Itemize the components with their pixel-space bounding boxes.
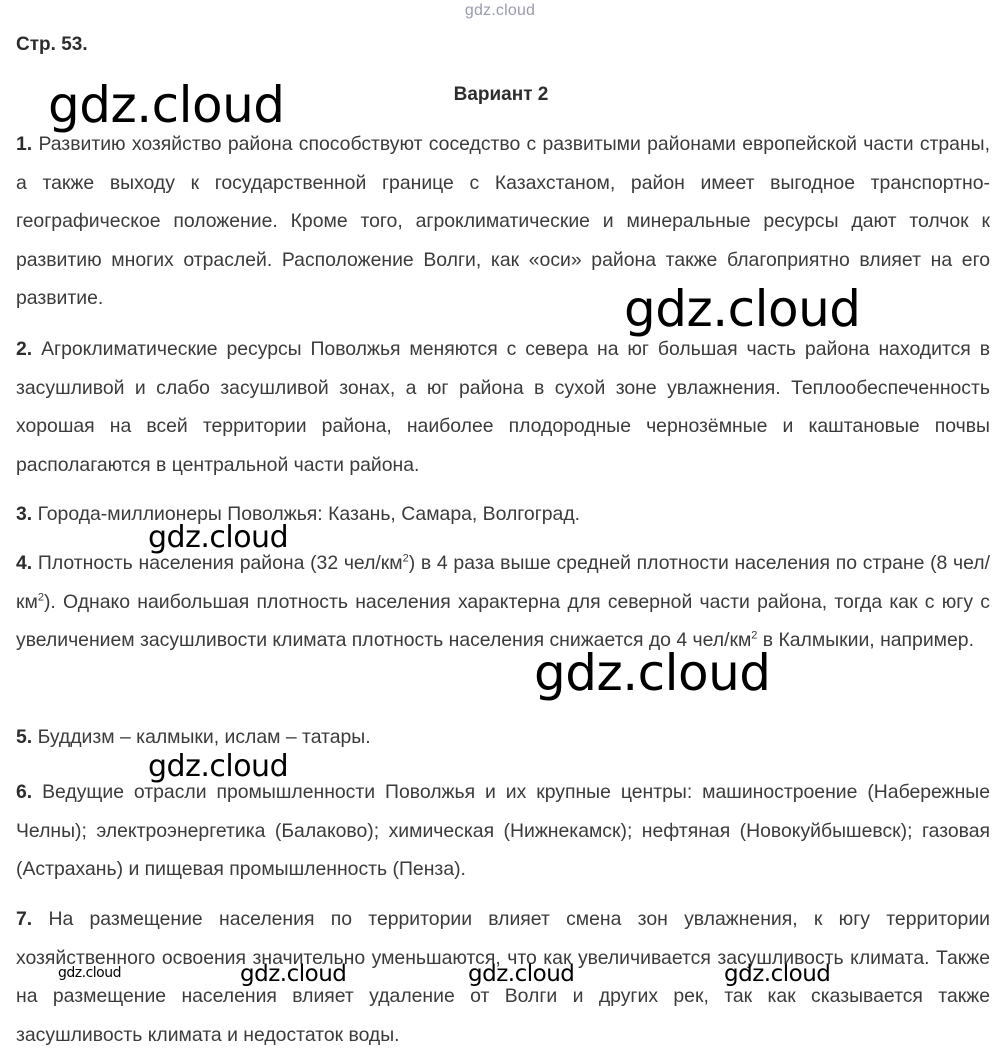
answer-number: 7. [16, 908, 33, 930]
answer-number: 5. [16, 726, 33, 748]
answer-number: 4. [16, 552, 33, 574]
answer-number: 2. [16, 338, 33, 360]
answer-text: Ведущие отрасли промышленности Поволжья и их крупные центры: машиностроение (Набережные Челны); электроэнергетика (Балаково); химическая (Нижнекамск); нефтяная (Новокуйбышевск); газовая (Астрахань) и пищевая промышленность (Пенза). [16, 781, 990, 881]
answer-number: 1. [16, 133, 33, 155]
page-reference: Стр. 53. [16, 34, 88, 55]
answer-text: На размещение населения по территории влияет смена зон увлажнения, к югу территории хозяйственного освоения значительно уменьшаются, что как увеличивается засушливость климата. Также на размещение населения влияет удаление от Волги и других рек, так как сказывается также засушливость климата и недостаток воды. [16, 908, 991, 1046]
superscript: 2 [751, 629, 758, 642]
answer-text: ). Однако наибольшая плотность населения характерна для северной части района, тогда как с югу с увеличением засушливости климата плотность населения снижается до 4 чел/км [16, 590, 990, 652]
watermark: gdz.cloud [58, 965, 121, 981]
watermark: gdz.cloud [534, 644, 771, 702]
answer-number: 6. [16, 781, 33, 803]
answer-6 [16, 773, 990, 889]
watermark: gdz.cloud [468, 961, 575, 987]
answer-text: ) в 4 раза выше средней плотности населения по стране (8 чел/км [16, 552, 990, 613]
superscript: 2 [37, 591, 44, 604]
watermark: gdz.cloud [48, 76, 285, 134]
watermark: gdz.cloud [624, 280, 861, 338]
superscript: 2 [402, 552, 409, 565]
answer-4 [16, 544, 990, 660]
top-watermark: gdz.cloud [464, 2, 536, 19]
answer-text: в Калмыкии, например. [757, 629, 974, 652]
watermark: gdz.cloud [148, 520, 289, 555]
answer-number: 3. [16, 503, 33, 525]
answer-text: Развитию хозяйство района способствуют соседство с развитыми районами европейской части страны, а также выходу к государственной границе с Казахстаном, район имеет выгодное транспортно-географическое положение. Кроме того, агроклиматические и минеральные ресурсы дают толчок к развитию многих отраслей. Расположение Волги, как «оси» района также благоприятно влияет на его развитие. [16, 133, 991, 310]
answer-text: Города-миллионеры Поволжья: Казань, Самара, Волгоград. [37, 503, 581, 525]
answer-text: Плотность населения района (32 чел/км [37, 552, 403, 574]
watermark: gdz.cloud [240, 961, 347, 987]
watermark: gdz.cloud [724, 961, 831, 987]
answer-text: Агроклиматические ресурсы Поволжья меняются с севера на юг большая часть района находится в засушливой и слабо засушливой зонах, а юг района в сухой зоне увлажнения. Теплообеспеченность хорошая на всей территории района, наиболее плодородные чернозёмные и каштановые почвы располагаются в центральной части района. [16, 338, 990, 476]
answer-text: Буддизм – калмыки, ислам – татары. [37, 726, 371, 748]
answer-2 [16, 330, 990, 484]
variant-heading: Вариант 2 [453, 84, 549, 105]
watermark: gdz.cloud [148, 749, 289, 784]
